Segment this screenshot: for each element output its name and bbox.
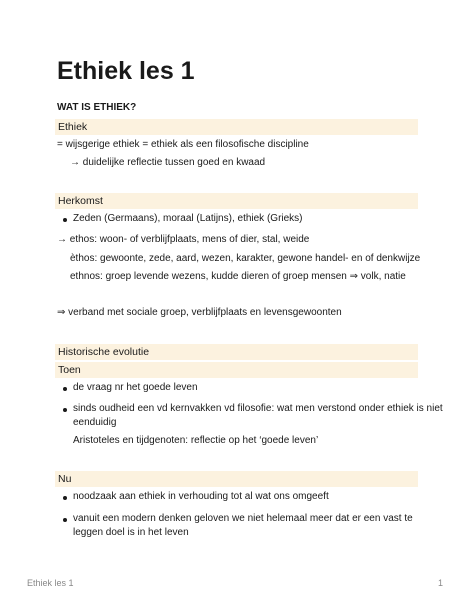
herkomst-ethos2: èthos: gewoonte, zede, aard, wezen, karakter, gewone handel- en of denkwijze xyxy=(70,253,421,264)
nu-bullet-2-line-2: leggen doel is in het leven xyxy=(73,527,189,538)
bullet-icon xyxy=(63,496,67,500)
herkomst-ethos: → ethos: woon- of verblijfplaats, mens of dier, stal, weide xyxy=(57,234,310,245)
nu-bullet-2-line-1: vanuit een modern denken geloven we niet helemaal meer dat er een vast te xyxy=(73,513,413,524)
herkomst-ethnos: ethnos: groep levende wezens, kudde dieren of groep mensen ⇒ volk, natie xyxy=(70,271,406,282)
footer-title: Ethiek les 1 xyxy=(27,578,74,588)
page-title: Ethiek les 1 xyxy=(57,57,195,85)
band-historische-evolutie: Historische evolutie xyxy=(55,344,418,360)
toen-bullet-2-line-1: sinds oudheid een vd kernvakken vd filosofie: wat men verstond onder ethiek is niet xyxy=(73,403,443,414)
section-heading: WAT IS ETHIEK? xyxy=(57,102,137,113)
toen-aristoteles: Aristoteles en tijdgenoten: reflectie op het ‘goede leven’ xyxy=(73,435,319,446)
ethiek-definition: = wijsgerige ethiek = ethiek als een filosofische discipline xyxy=(57,139,309,150)
bullet-icon xyxy=(63,408,67,412)
bullet-icon xyxy=(63,218,67,222)
conclusion-line: ⇒ verband met sociale groep, verblijfplaats en levensgewoonten xyxy=(57,307,342,318)
nu-bullet-1: noodzaak aan ethiek in verhouding tot al wat ons omgeeft xyxy=(73,491,329,502)
band-ethiek: Ethiek xyxy=(55,119,418,135)
bullet-icon xyxy=(63,387,67,391)
band-nu: Nu xyxy=(55,471,418,487)
toen-bullet-1: de vraag nr het goede leven xyxy=(73,382,198,393)
herkomst-bullet: Zeden (Germaans), moraal (Latijns), ethiek (Grieks) xyxy=(73,213,303,224)
band-toen: Toen xyxy=(55,362,418,378)
band-herkomst: Herkomst xyxy=(55,193,418,209)
bullet-icon xyxy=(63,518,67,522)
toen-bullet-2-line-2: eenduidig xyxy=(73,417,117,428)
ethiek-reflection: → duidelijke reflectie tussen goed en kwaad xyxy=(70,157,266,168)
page-number: 1 xyxy=(438,578,444,588)
